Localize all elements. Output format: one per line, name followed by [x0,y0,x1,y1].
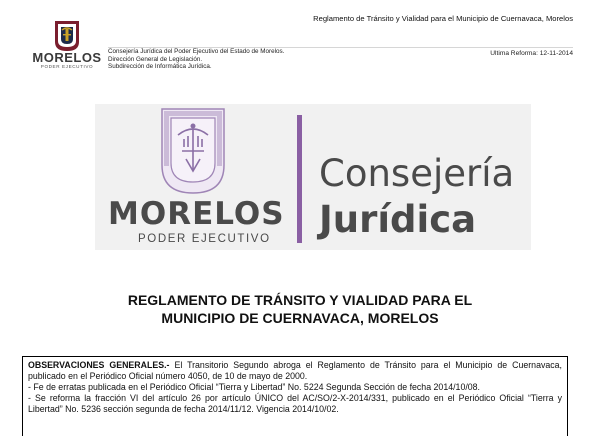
logo-subtitle: PODER EJECUTIVO [40,64,94,69]
header-line: Consejería Jurídica del Poder Ejecutivo del Estado de Morelos. [108,48,285,55]
regulation-title [0,291,600,327]
consejeria-banner [95,104,531,250]
general-observations-box [22,356,568,436]
last-reform-date: Ultima Reforma: 12-11-2014 [490,50,573,57]
observations-item: - Se reforma la fracción VI del artículo 26 por artículo ÚNICO del AC/SO/2-X-2014/331, publicado en el Periódico Oficial “Tierra y Libertad” No. 5236 sección segunda de fecha 2014/11/12. Vigencia 2014/10/02. [28,393,562,414]
header-logo [27,20,107,70]
morelos-seal-large-icon [160,107,226,195]
header-line: Dirección General de Legislación. [108,55,203,63]
banner-divider [297,115,302,243]
observations-item: - Fe de erratas publicada en el Periódico Oficial “Tierra y Libertad” No. 5224 Segunda Sección de fecha 2014/10/08. [28,382,481,392]
regulation-title-line: MUNICIPIO DE CUERNAVACA, MORELOS [161,310,439,326]
logo-word: MORELOS [32,50,102,65]
header-document-title: Reglamento de Tránsito y Vialidad para el Municipio de Cuernavaca, Morelos [313,14,573,23]
banner-morelos-word: MORELOS [108,196,285,232]
observations-intro-text: El Transitorio Segundo abroga el Reglamento de Tránsito para el Municipio de Cuernavaca, publicado en el Periódico Oficial número 4050, de 10 de mayo de 2000. [28,360,562,381]
regulation-title-line: REGLAMENTO DE TRÁNSITO Y VIALIDAD PARA EL [127,292,473,308]
observations-intro [28,360,562,382]
banner-consejeria: Consejería [319,152,515,195]
banner-poder-ejecutivo: PODER EJECUTIVO [138,233,271,245]
header-institution-lines [108,48,284,71]
header-line: Subdirección de Informática Jurídica. [108,63,212,71]
observations-lead: OBSERVACIONES GENERALES.- [28,360,170,370]
banner-juridica: Jurídica [319,198,477,241]
morelos-seal-small-icon [54,20,80,52]
